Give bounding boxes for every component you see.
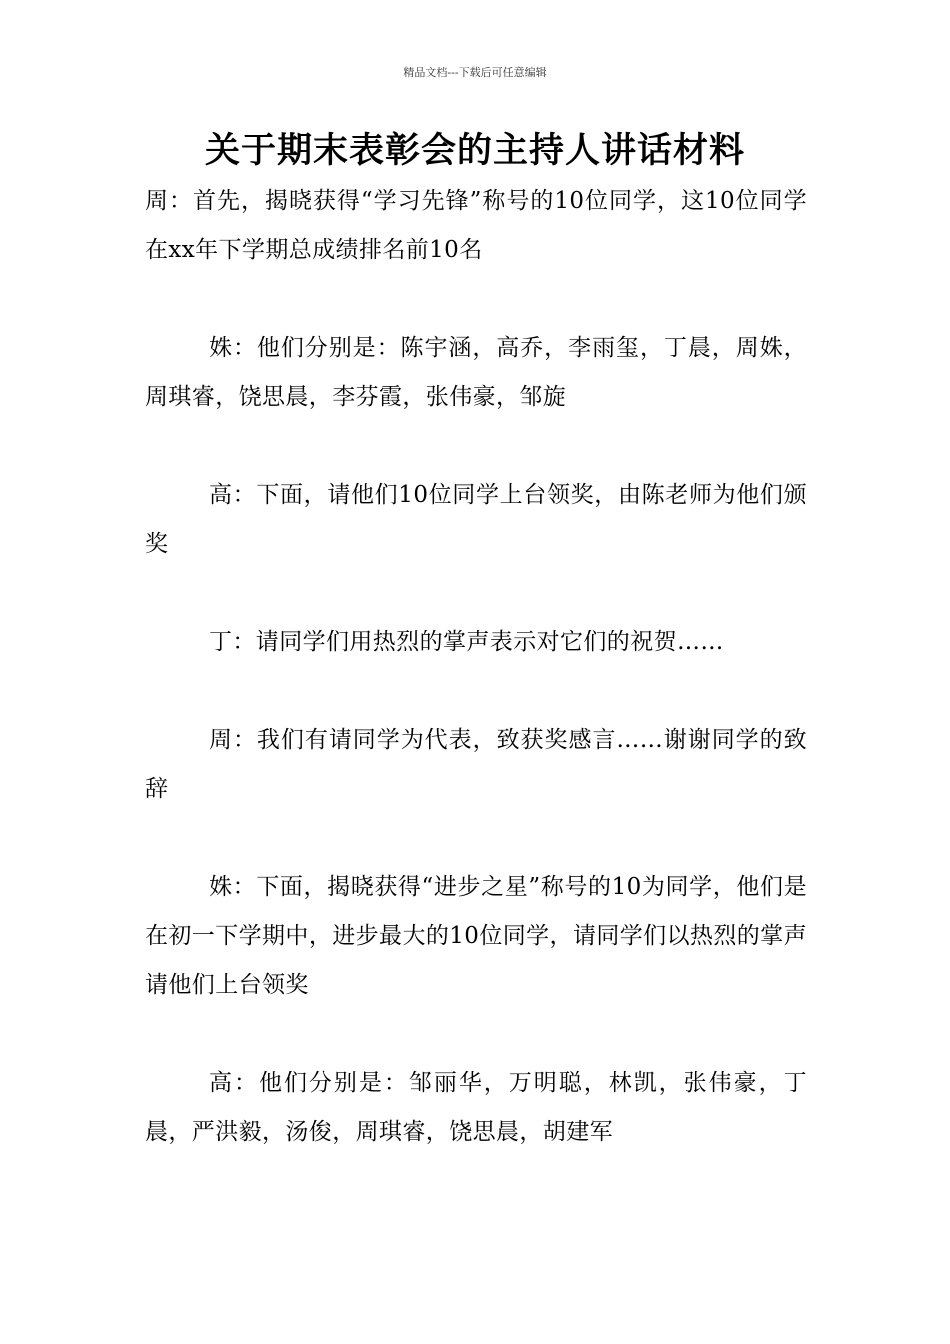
- paragraph-5: 周：我们有请同学为代表，致获奖感言……谢谢同学的致辞: [145, 727, 807, 802]
- document-body: [145, 177, 807, 1206]
- header-note: 精品文档---下载后可任意编辑: [403, 66, 547, 79]
- paragraph-7: 高：他们分别是：邹丽华，万明聪，林凯，张伟豪，丁晨，严洪毅，汤俊，周琪睿，饶思晨，胡建军: [145, 1070, 807, 1145]
- paragraph-3: 高：下面，请他们10位同学上台领奖，由陈老师为他们颁奖: [145, 482, 807, 557]
- paragraph-2: 姝：他们分别是：陈宇涵，高乔，李雨玺，丁晨，周姝，周琪睿，饶思晨，李芬霞，张伟豪，邹旋: [145, 335, 807, 410]
- paragraph-4: 丁：请同学们用热烈的掌声表示对它们的祝贺……: [209, 629, 724, 655]
- document-title: 关于期末表彰会的主持人讲话材料: [204, 131, 745, 171]
- paragraph-1: 周：首先，揭晓获得“学习先锋”称号的10位同学，这10位同学在xx年下学期总成绩排名前10名: [145, 188, 807, 263]
- paragraph-6: 姝：下面，揭晓获得“进步之星”称号的10为同学，他们是在初一下学期中，进步最大的10位同学，请同学们以热烈的掌声请他们上台领奖: [145, 874, 807, 998]
